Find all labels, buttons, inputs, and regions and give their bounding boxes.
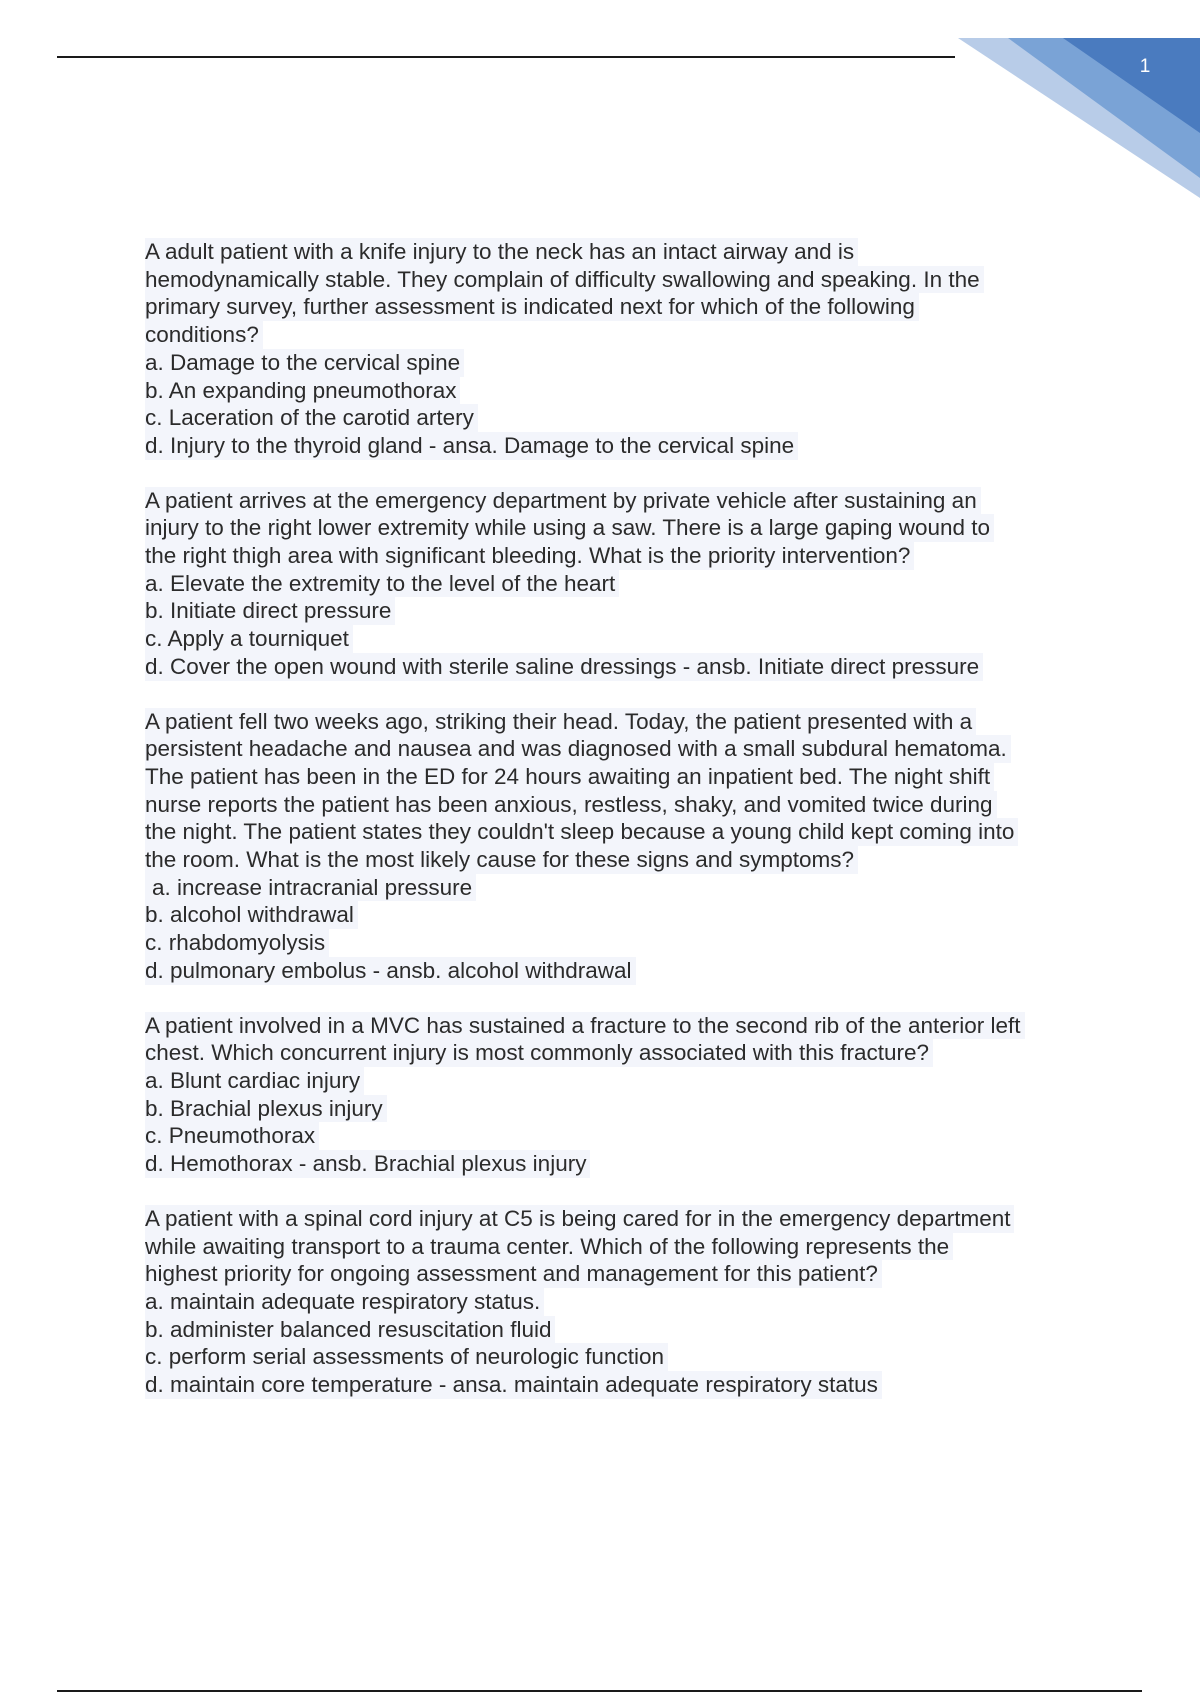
question-text-line: conditions?: [145, 321, 263, 349]
answer-option: c. Apply a tourniquet: [145, 625, 353, 653]
question-5: [145, 1205, 1095, 1399]
answer-option: c. perform serial assessments of neurologic function: [145, 1343, 668, 1371]
answer-option: b. administer balanced resuscitation fluid: [145, 1316, 555, 1344]
footer-rule: [57, 1690, 1142, 1692]
answer-option: d. pulmonary embolus - ansb. alcohol withdrawal: [145, 957, 636, 985]
answer-option: c. Laceration of the carotid artery: [145, 404, 478, 432]
question-1: [145, 238, 1095, 460]
document-body: [145, 238, 1095, 1426]
question-text-line: injury to the right lower extremity while using a saw. There is a large gaping wound to: [145, 514, 994, 542]
answer-option: d. Hemothorax - ansb. Brachial plexus injury: [145, 1150, 590, 1178]
answer-option: d. Injury to the thyroid gland - ansa. Damage to the cervical spine: [145, 432, 798, 460]
header-rule: [57, 56, 955, 58]
question-3: [145, 708, 1095, 985]
page-number: 1: [1139, 56, 1151, 77]
question-2: [145, 487, 1095, 681]
question-text-line: the right thigh area with significant bleeding. What is the priority intervention?: [145, 542, 914, 570]
answer-option: c. rhabdomyolysis: [145, 929, 329, 957]
question-text-line: A patient arrives at the emergency department by private vehicle after sustaining an: [145, 487, 981, 515]
answer-option: b. An expanding pneumothorax: [145, 377, 460, 405]
question-text-line: primary survey, further assessment is indicated next for which of the following: [145, 293, 919, 321]
question-text-line: A patient fell two weeks ago, striking their head. Today, the patient presented with a: [145, 708, 976, 736]
answer-option: d. Cover the open wound with sterile saline dressings - ansb. Initiate direct pressure: [145, 653, 983, 681]
header-corner-graphic: [958, 38, 1200, 198]
question-text-line: The patient has been in the ED for 24 hours awaiting an inpatient bed. The night shift: [145, 763, 994, 791]
question-text-line: A patient involved in a MVC has sustained a fracture to the second rib of the anterior left: [145, 1012, 1025, 1040]
question-text-line: chest. Which concurrent injury is most commonly associated with this fracture?: [145, 1039, 933, 1067]
answer-option: a. Damage to the cervical spine: [145, 349, 464, 377]
answer-option: b. Brachial plexus injury: [145, 1095, 387, 1123]
question-text-line: the room. What is the most likely cause for these signs and symptoms?: [145, 846, 858, 874]
answer-option: a. Blunt cardiac injury: [145, 1067, 364, 1095]
answer-option: b. alcohol withdrawal: [145, 901, 358, 929]
question-text-line: A adult patient with a knife injury to the neck has an intact airway and is: [145, 238, 858, 266]
question-text-line: hemodynamically stable. They complain of difficulty swallowing and speaking. In the: [145, 266, 984, 294]
answer-option: a. increase intracranial pressure: [145, 874, 476, 902]
question-text-line: A patient with a spinal cord injury at C5 is being cared for in the emergency department: [145, 1205, 1014, 1233]
question-text-line: highest priority for ongoing assessment and management for this patient?: [145, 1260, 882, 1288]
question-text-line: nurse reports the patient has been anxious, restless, shaky, and vomited twice during: [145, 791, 997, 819]
question-text-line: the night. The patient states they couldn't sleep because a young child kept coming into: [145, 818, 1018, 846]
answer-option: a. maintain adequate respiratory status.: [145, 1288, 544, 1316]
answer-option: b. Initiate direct pressure: [145, 597, 395, 625]
question-text-line: while awaiting transport to a trauma center. Which of the following represents the: [145, 1233, 953, 1261]
answer-option: c. Pneumothorax: [145, 1122, 319, 1150]
answer-option: d. maintain core temperature - ansa. maintain adequate respiratory status: [145, 1371, 882, 1399]
question-text-line: persistent headache and nausea and was diagnosed with a small subdural hematoma.: [145, 735, 1011, 763]
question-4: [145, 1012, 1095, 1178]
answer-option: a. Elevate the extremity to the level of the heart: [145, 570, 619, 598]
